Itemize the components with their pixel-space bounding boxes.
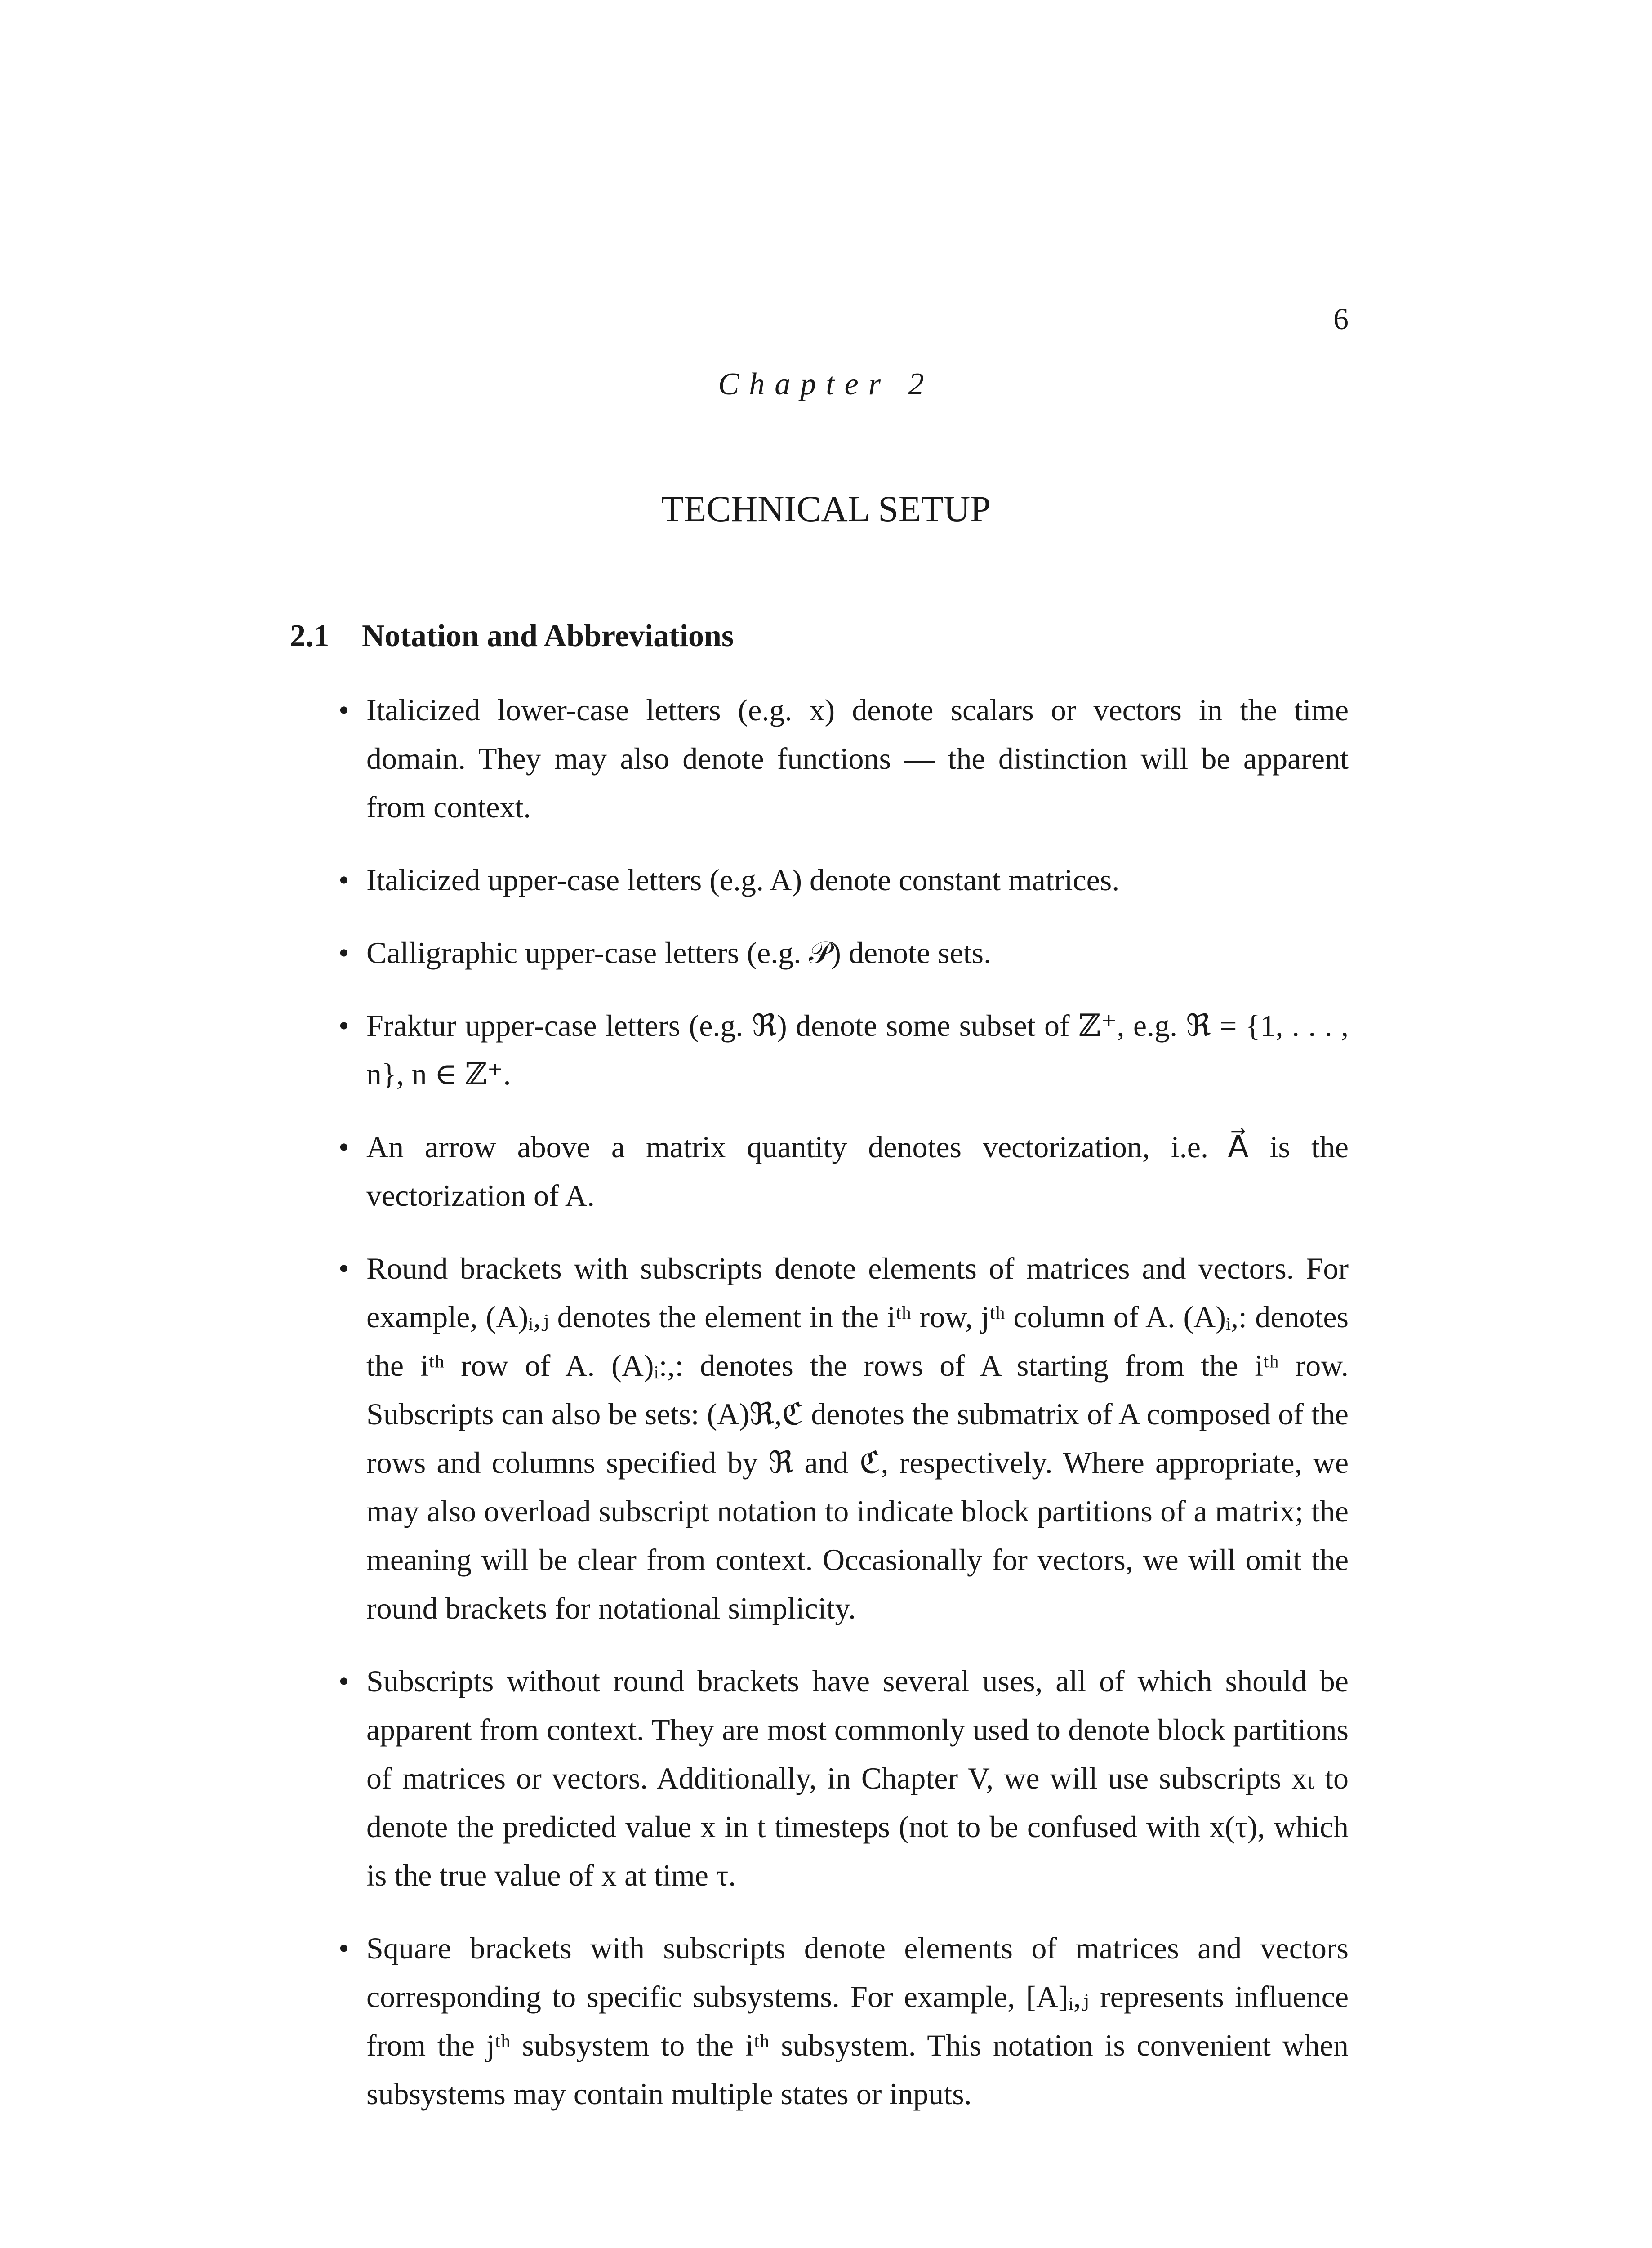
section-number: 2.1 [290, 619, 330, 653]
list-item: • Italicized upper-case letters (e.g. A) denote constant matrices. [366, 856, 1349, 904]
chapter-title: TECHNICAL SETUP [661, 488, 991, 529]
chapter-label: Chapter 2 [718, 367, 934, 401]
section-title: Notation and Abbreviations [362, 619, 734, 653]
list-item: • Fraktur upper-case letters (e.g. ℜ) denote some subset of ℤ⁺, e.g. ℜ = {1, . . . , n}, n ∈ ℤ⁺. [366, 1001, 1349, 1098]
list-item: • Italicized lower-case letters (e.g. x) denote scalars or vectors in the time domain. They may also denote functions — the distinction will be apparent from context. [366, 686, 1349, 831]
section-heading [290, 618, 734, 654]
list-item: • Subscripts without round brackets have several uses, all of which should be apparent from context. They are most commonly used to denote block partitions of matrices or vectors. Additionally, in Chapter V, we will use subscripts xₜ to denote the predicted value x in t timesteps (not to be confused with x(τ), which is the true value of x at time τ. [366, 1657, 1349, 1900]
list-item: • Square brackets with subscripts denote elements of matrices and vectors corresponding to specific subsystems. For example, [A]ᵢ,ⱼ represents influence from the jᵗʰ subsystem to the iᵗʰ subsystem. This notation is convenient when subsystems may contain multiple states or inputs. [366, 1924, 1349, 2118]
list-item: • Round brackets with subscripts denote elements of matrices and vectors. For example, (A)ᵢ,ⱼ denotes the element in the iᵗʰ row, jᵗʰ column of A. (A)ᵢ,: denotes the iᵗʰ row of A. (A)ᵢ:,: denotes the rows of A starting from the iᵗʰ row. Subscripts can also be sets: (A)ℜ,ℭ denotes the submatrix of A composed of the rows and columns specified by ℜ and ℭ, respectively. Where appropriate, we may also overload subscript notation to indicate block partitions of a matrix; the meaning will be clear from context. Occasionally for vectors, we will omit the round brackets for notational simplicity. [366, 1244, 1349, 1632]
page-number: 6 [1333, 302, 1349, 336]
list-item: • Calligraphic upper-case letters (e.g. 𝒫) denote sets. [366, 928, 1349, 977]
list-item: • An arrow above a matrix quantity denotes vectorization, i.e. A⃗ is the vectorization of A. [366, 1123, 1349, 1220]
notation-list [366, 686, 1349, 2142]
